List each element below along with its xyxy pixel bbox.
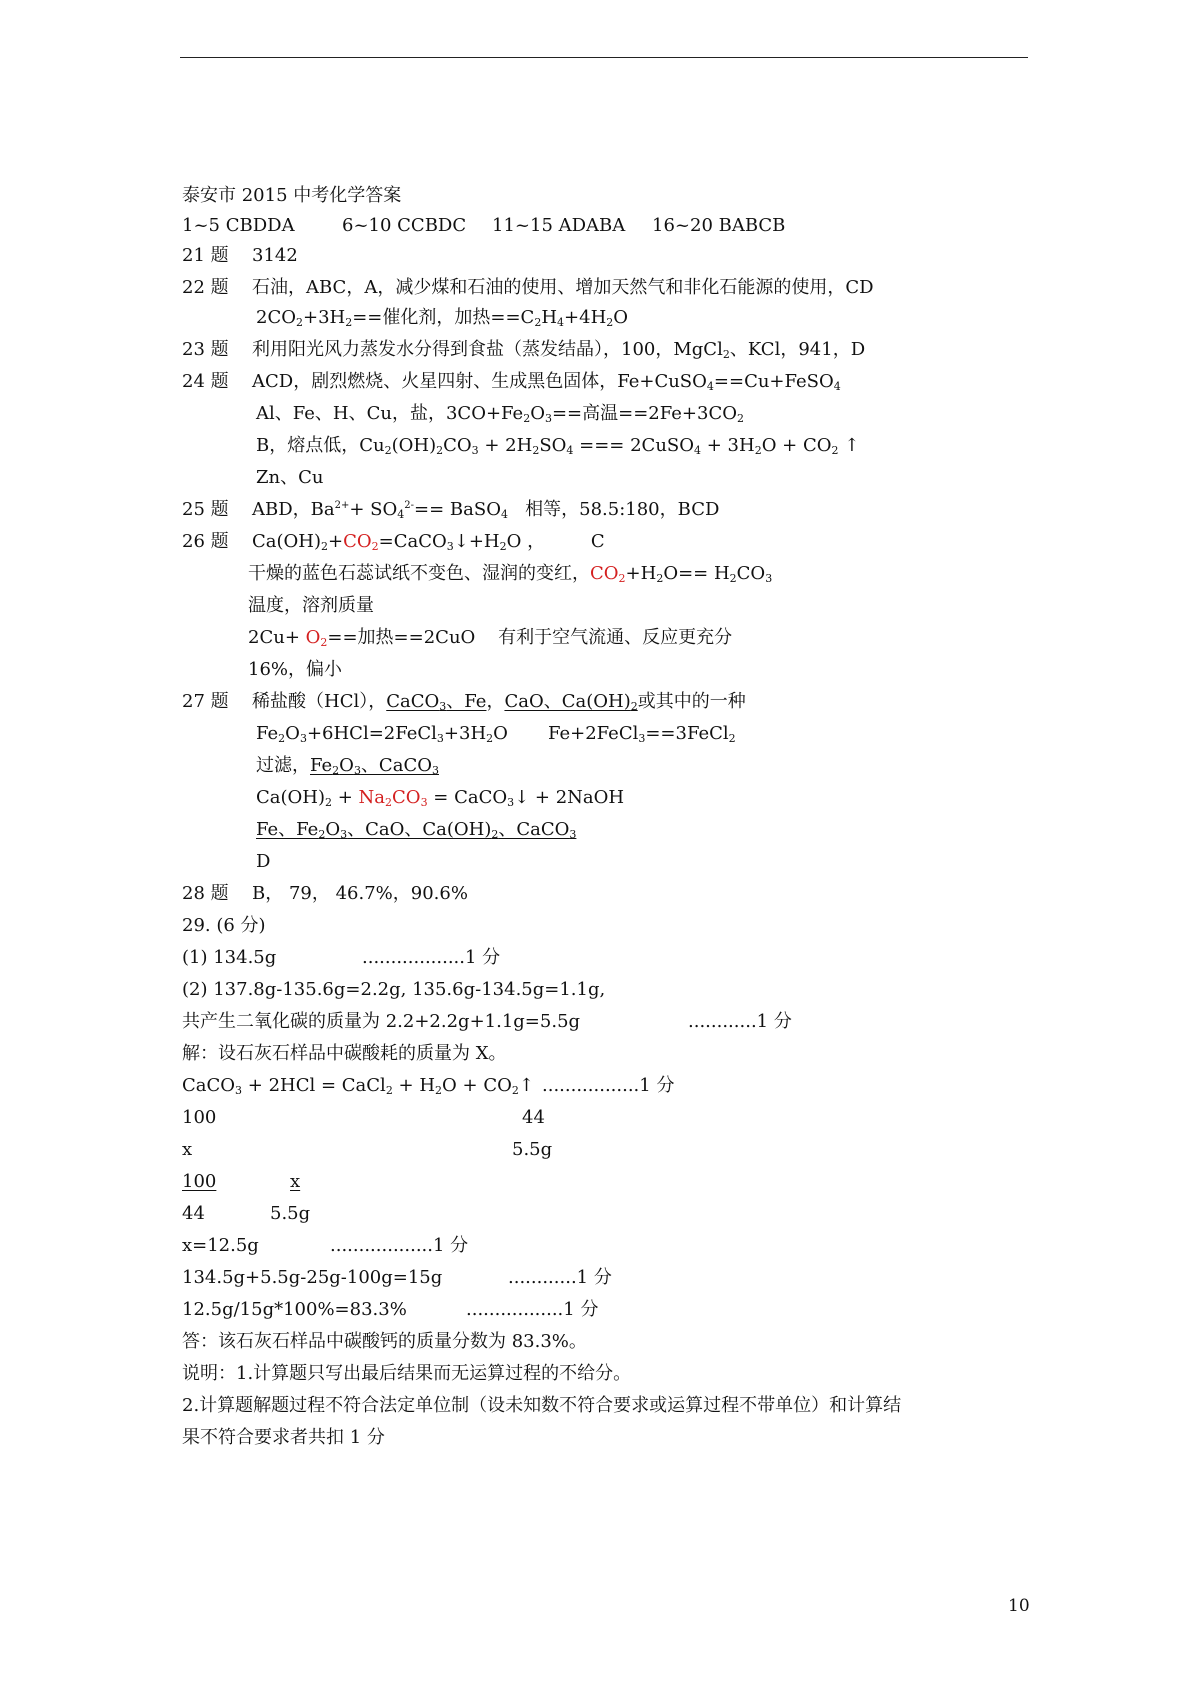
mc-answers-2: 6~10 CCBDC <box>342 215 467 236</box>
mc-answers-1: 1~5 CBDDA <box>182 215 295 236</box>
q21-text: 3142 <box>252 245 298 266</box>
q22-line2: $2CO_2+3H_2==$催化剂，加热$==C_2H_4+4H_2O$ <box>256 307 629 329</box>
q24-label: 24 题 <box>182 371 229 392</box>
q29-equation-score: .................1 分 <box>542 1075 675 1096</box>
q29-x-score: ..................1 分 <box>330 1235 469 1256</box>
q29-fraction-num-right: x <box>290 1171 301 1192</box>
q29-equation: CaCO$_3$ + 2HCl = CaCl$_2$ + $H_2O$ + $CO_2↑$ <box>182 1075 534 1097</box>
q29-fraction-num-left: 100 <box>182 1171 217 1192</box>
q26-line1: $Ca(OH)_2+CO_2=CaCO_3↓+H_2O$ ， C <box>252 531 605 553</box>
q27-line6: D <box>256 851 271 872</box>
q26-label: 26 题 <box>182 531 229 552</box>
q26-line3: 温度，溶剂质量 <box>248 595 374 616</box>
q29-sample-mass: 134.5g+5.5g-25g-100g=15g <box>182 1267 443 1288</box>
page-number: 10 <box>1008 1596 1030 1616</box>
q26-line2: 干燥的蓝色石蕊试纸不变色、湿润的变红，$CO_2+H_2O== H_2CO_3$ <box>248 563 773 585</box>
note-2a: 2.计算题解题过程不符合法定单位制（设未知数不符合要求或运算过程不带单位）和计算结 <box>182 1395 902 1416</box>
q29-fraction-den-left: 44 <box>182 1203 205 1224</box>
mc-answers-4: 16~20 BABCB <box>652 215 786 236</box>
q29-fraction-den-right: 5.5g <box>270 1203 311 1224</box>
doc-title: 泰安市 2015 中考化学答案 <box>182 185 402 206</box>
q29-sample-score: ............1 分 <box>508 1267 612 1288</box>
q29-x-result: x=12.5g <box>182 1235 259 1256</box>
q24-line2: Al、Fe、H、Cu，盐，$3CO+Fe_2O_3==$高温$==2Fe+3CO_2$ <box>256 403 744 425</box>
q24-line1: ACD，剧烈燃烧、火星四射、生成黑色固体，Fe+CuSO$_4$==Cu+FeSO$_4$ <box>252 371 841 393</box>
q29-heading: 29. (6 分) <box>182 915 266 936</box>
q21-label: 21 题 <box>182 245 229 266</box>
q28-label: 28 题 <box>182 883 229 904</box>
header-rule <box>180 57 1028 58</box>
q27-label: 27 题 <box>182 691 229 712</box>
q23-text: 利用阳光风力蒸发水分得到食盐（蒸发结晶），100，MgCl$_2$、KCl，941，D <box>252 339 866 361</box>
q29-co2-mass: 5.5g <box>512 1139 553 1160</box>
q29-part2: (2) 137.8g-135.6g=2.2g, 135.6g-134.5g=1.1g, <box>182 979 606 1000</box>
q29-unknown-x: x <box>182 1139 193 1160</box>
note-1: 说明：1.计算题只写出最后结果而无运算过程的不给分。 <box>182 1363 632 1384</box>
q29-part1-score: ..................1 分 <box>362 947 501 968</box>
q26-line5: 16%，偏小 <box>248 659 343 680</box>
q29-co2-total: 共产生二氧化碳的质量为 2.2+2.2g+1.1g=5.5g <box>182 1011 581 1032</box>
q24-line4: Zn、Cu <box>256 467 324 488</box>
q29-percent: 12.5g/15g*100%=83.3% <box>182 1299 407 1320</box>
q27-line3: 过滤，$Fe_2O_3$、CaCO$_3$ <box>256 755 439 777</box>
q27-line4: $Ca(OH)_2 + Na_2CO_3$ = CaCO$_3$↓ + 2NaOH <box>256 787 625 809</box>
q25-label: 25 题 <box>182 499 229 520</box>
q22-line1: 石油，ABC，A，减少煤和石油的使用、增加天然气和非化石能源的使用，CD <box>252 277 874 298</box>
q23-label: 23 题 <box>182 339 229 360</box>
q24-line3: B，熔点低，$Cu_2(OH)_2CO_3 + 2H_2SO_4$ === 2CuSO$_4$ + $3H_2O + CO_2$ ↑ <box>256 435 860 457</box>
mc-answers-3: 11~15 ADABA <box>492 215 626 236</box>
q29-answer: 答：该石灰石样品中碳酸钙的质量分数为 83.3%。 <box>182 1331 587 1352</box>
q22-label: 22 题 <box>182 277 229 298</box>
q29-molar-mass-co2: 44 <box>522 1107 545 1128</box>
note-2b: 果不符合要求者共扣 1 分 <box>182 1427 385 1448</box>
q29-percent-score: .................1 分 <box>466 1299 599 1320</box>
q27-line2: $Fe_2O_3+6HCl=2FeCl_3+3H_2O$ Fe+2FeCl$_3$==3FeCl$_2$ <box>256 723 736 745</box>
q26-line4: $2Cu+ O_2==$加热==2CuO 有利于空气流通、反应更充分 <box>248 627 733 649</box>
q27-line1: 稀盐酸（HCl），CaCO$_3$、Fe，CaO、$Ca(OH)_2$或其中的一种 <box>252 691 746 713</box>
q25-text: ABD，$Ba^{2+}+ SO_4^{2-}==$ BaSO$_4$ 相等，58.5:180，BCD <box>252 499 720 521</box>
q29-part1: (1) 134.5g <box>182 947 277 968</box>
q28-text: B， 79， 46.7%，90.6% <box>252 883 468 904</box>
q29-molar-mass-caco3: 100 <box>182 1107 217 1128</box>
q27-line5: Fe、$Fe_2O_3$、CaO、$Ca(OH)_2$、CaCO$_3$ <box>256 819 577 841</box>
q29-solution-setup: 解：设石灰石样品中碳酸耗的质量为 X。 <box>182 1043 507 1064</box>
q29-co2-score: ............1 分 <box>688 1011 792 1032</box>
